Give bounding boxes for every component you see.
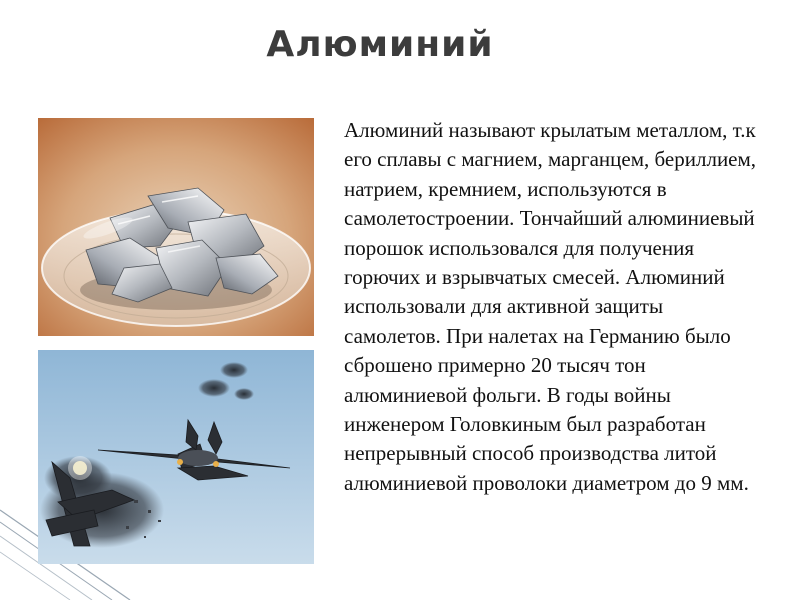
fighter-jets-photo xyxy=(38,350,314,564)
body-paragraph: Алюминий называют крылатым металлом, т.к его сплавы с магнием, марганцем, бериллием, натрием, кремнием, используются в самолетостроении. Тончайший алюминиевый порошок использовался для получения горючих и взрывчатых смесей. Алюминий использовали для активной защиты самолетов. При налетах на Германию было сброшено примерно 20 тысяч тон алюминиевой фольги. В годы войны инженером Головкиным был разработан непрерывный способ производства литой алюминиевой проволоки диаметром до 9 мм. xyxy=(344,118,757,495)
slide-title: Алюминий xyxy=(266,24,494,65)
aluminum-flakes-photo xyxy=(38,118,314,336)
